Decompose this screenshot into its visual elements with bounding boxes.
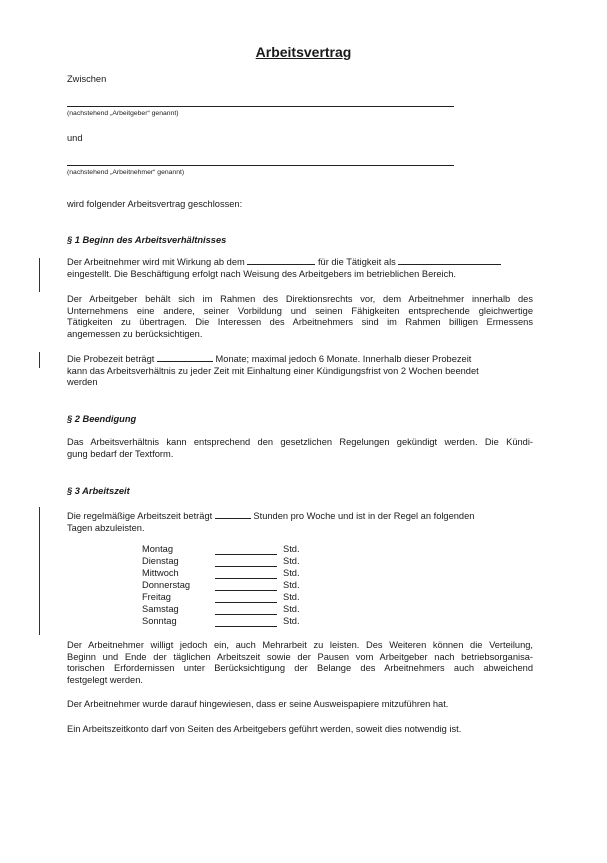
paragraph-line: Beginn und Ende der täglichen Arbeitszeit sowie der Pausen vom Arbeitgeber nach betriebsorganisa- [67, 651, 533, 662]
paragraph-line: festgelegt werden. [67, 674, 143, 685]
activity-text: für die Tätigkeit als [317, 257, 396, 267]
employer-caption: (nachstehend „Arbeitgeber“ genannt) [67, 110, 179, 117]
paragraph-line: gung bedarf der Textform. [67, 448, 174, 459]
between-label: Zwischen [67, 74, 107, 84]
concluded-text: wird folgender Arbeitsvertrag geschlossen: [67, 199, 243, 209]
std-label: Std. [283, 544, 300, 554]
start-date-blank[interactable] [247, 256, 315, 265]
margin-change-bar [39, 258, 40, 292]
hours-blank-sunday[interactable] [215, 626, 277, 627]
day-label-friday: Freitag [142, 592, 171, 602]
employee-caption: (nachstehend „Arbeitnehmer“ genannt) [67, 169, 185, 176]
and-label: und [67, 133, 83, 143]
probation-text-2: Monate; maximal jedoch 6 Monate. Innerhalb dieser Probezeit [215, 354, 472, 364]
hours-blank-wednesday[interactable] [215, 578, 277, 579]
section-3-paragraph-1 [67, 510, 533, 534]
working-hours-text: Die regelmäßige Arbeitszeit beträgt [67, 511, 213, 521]
day-label-sunday: Sonntag [142, 616, 177, 626]
section-1-paragraph-1 [67, 256, 533, 280]
std-label: Std. [283, 568, 300, 578]
working-days-text: Tagen abzuleisten. [67, 522, 145, 533]
day-label-tuesday: Dienstag [142, 556, 179, 566]
section-1-paragraph-3 [67, 353, 533, 389]
document-title: Arbeitsvertrag [255, 44, 352, 60]
section-3-paragraph-3: Der Arbeitnehmer wurde darauf hingewiesen, dass er seine Ausweispapiere mitzuführen hat. [67, 699, 449, 709]
employer-signature-line[interactable] [67, 106, 454, 107]
margin-change-bar [39, 507, 40, 635]
section-1-heading: § 1 Beginn des Arbeitsverhältnisses [67, 235, 227, 245]
paragraph-line: angemessen zu berücksichtigen. [67, 328, 203, 339]
section-1-paragraph-2 [67, 294, 533, 340]
employment-text: eingestellt. Die Beschäftigung erfolgt nach Weisung des Arbeitgebers im betrieblichen Bereich. [67, 268, 456, 279]
section-2-heading: § 2 Beendigung [67, 414, 137, 424]
section-2-paragraph-1 [67, 437, 533, 460]
std-label: Std. [283, 604, 300, 614]
employee-signature-line[interactable] [67, 165, 454, 166]
day-label-thursday: Donnerstag [142, 580, 191, 590]
section-3-heading: § 3 Arbeitszeit [67, 486, 130, 496]
paragraph-line: Das Arbeitsverhältnis kann entsprechend den gesetzlichen Regelungen gekündigt werden. Die Kündi- [67, 437, 533, 447]
hours-blank-tuesday[interactable] [215, 566, 277, 567]
paragraph-line: Der Arbeitgeber behält sich im Rahmen des Direktionsrechts vor, dem Arbeitnehmer innerhalb des [67, 294, 533, 304]
hours-blank-saturday[interactable] [215, 614, 277, 615]
section-3-paragraph-2 [67, 640, 533, 686]
probation-months-blank[interactable] [157, 353, 213, 362]
section-3-paragraph-4: Ein Arbeitszeitkonto darf von Seiten des Arbeitgebers geführt werden, soweit dies notwendig ist. [67, 724, 462, 734]
std-label: Std. [283, 556, 300, 566]
paragraph-line: Der Arbeitnehmer willigt jedoch ein, auch Mehrarbeit zu leisten. Des Weiteren können die Verteilung, [67, 640, 533, 650]
std-label: Std. [283, 616, 300, 626]
paragraph-line: torischen Erfordernissen unter Berücksichtigung der Belange des Arbeitnehmers auch abweichend [67, 663, 533, 674]
std-label: Std. [283, 580, 300, 590]
std-label: Std. [283, 592, 300, 602]
hours-blank-thursday[interactable] [215, 590, 277, 591]
paragraph-line: Unternehmens eine andere, seiner Vorbildung und seinen Fähigkeiten entsprechende gleichwertige [67, 305, 533, 316]
start-date-text: Der Arbeitnehmer wird mit Wirkung ab dem [67, 257, 245, 267]
day-label-saturday: Samstag [142, 604, 179, 614]
probation-text-4: werden [67, 377, 98, 388]
paragraph-line: Tätigkeiten zu übertragen. Die Interessen des Arbeitnehmers sind im Rahmen billigen Ermessens [67, 317, 533, 328]
probation-text-3: kann das Arbeitsverhältnis zu jeder Zeit mit Einhaltung einer Kündigungsfrist von 2 Wochen beendet [67, 365, 479, 376]
working-hours-text-2: Stunden pro Woche und ist in der Regel an folgenden [253, 511, 475, 521]
day-label-monday: Montag [142, 544, 174, 554]
hours-blank-friday[interactable] [215, 602, 277, 603]
weekly-hours-blank[interactable] [215, 510, 251, 519]
probation-text: Die Probezeit beträgt [67, 354, 155, 364]
margin-change-bar [39, 352, 40, 368]
hours-blank-monday[interactable] [215, 554, 277, 555]
activity-blank[interactable] [398, 256, 501, 265]
day-label-wednesday: Mittwoch [142, 568, 179, 578]
